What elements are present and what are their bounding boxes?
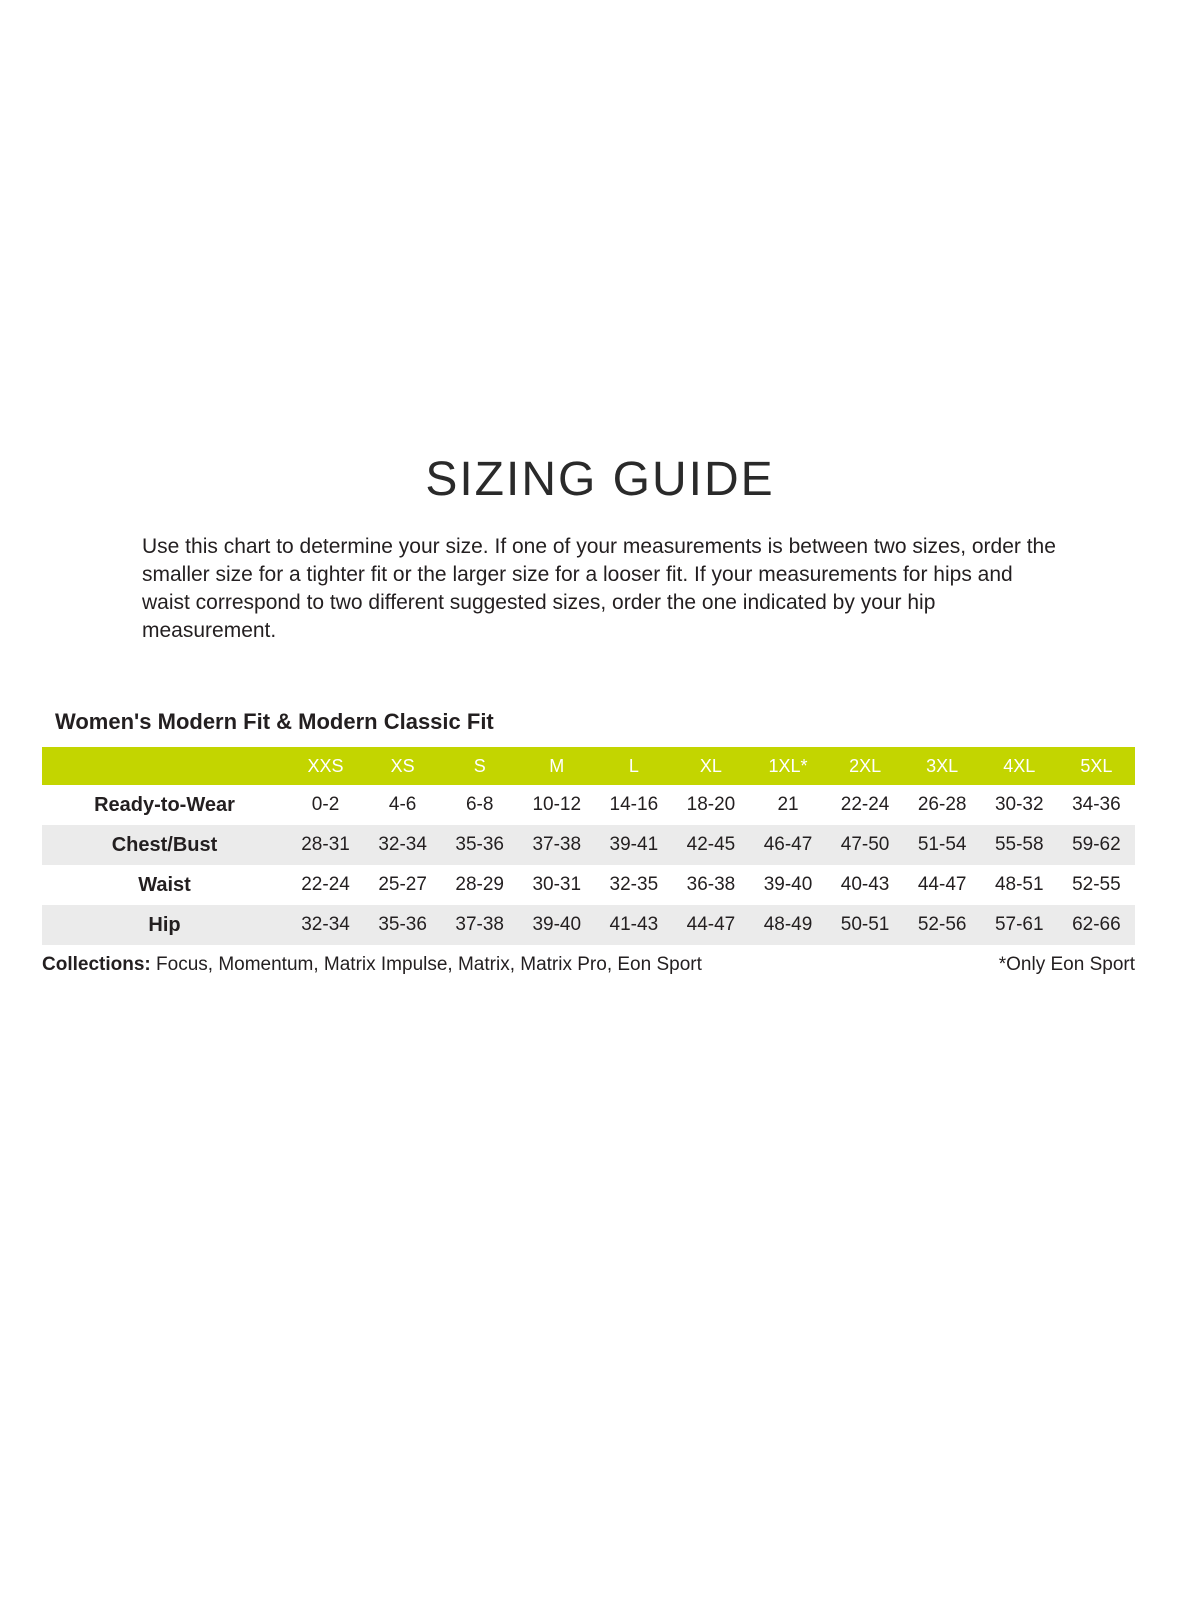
- size-col-header: 5XL: [1080, 755, 1113, 776]
- size-cell: 35-36: [378, 914, 427, 935]
- size-cell: 42-45: [686, 834, 736, 855]
- size-cell: 52-55: [1072, 874, 1121, 895]
- size-cell: 10-12: [532, 794, 582, 815]
- collections-list: Focus, Momentum, Matrix Impulse, Matrix, Matrix Pro, Eon Sport: [156, 954, 702, 975]
- size-cell: 39-40: [532, 914, 582, 935]
- size-cell: 21: [777, 794, 799, 815]
- size-cell: 44-47: [917, 874, 967, 895]
- size-cell: 4-6: [388, 794, 417, 815]
- table-row: [42, 825, 1135, 865]
- size-col-header: 2XL: [849, 755, 882, 776]
- table-row: [42, 865, 1135, 905]
- size-cell: 62-66: [1072, 914, 1121, 935]
- collections-label: Collections:: [42, 954, 151, 975]
- empty-header-cell: [42, 747, 287, 785]
- size-cell: 30-31: [532, 874, 582, 895]
- size-cell: 41-43: [609, 914, 659, 935]
- size-cell: 44-47: [686, 914, 736, 935]
- size-cell: 48-51: [994, 874, 1044, 895]
- size-cell: 28-29: [455, 874, 504, 895]
- size-cell: 59-62: [1072, 834, 1121, 855]
- table-row: [42, 785, 1135, 825]
- size-col-header: 4XL: [1003, 755, 1036, 776]
- size-cell: 48-49: [763, 914, 813, 935]
- size-cell: 30-32: [994, 794, 1044, 815]
- size-cell: 26-28: [917, 794, 967, 815]
- size-cell: 40-43: [840, 874, 890, 895]
- size-cell: 46-47: [763, 834, 813, 855]
- size-cell: 32-34: [301, 914, 350, 935]
- size-cell: 32-34: [378, 834, 427, 855]
- size-cell: 36-38: [686, 874, 736, 895]
- footer-line: [42, 954, 1135, 976]
- intro-text: Use this chart to determine your size. If one of your measurements is between two sizes, order the smaller size for a tighter fit or the larger size for a looser fit. If your measurements for hips and waist correspond to two different suggested sizes, order the one indicated by your hip measurement.: [142, 535, 1056, 642]
- footnote: *Only Eon Sport: [998, 954, 1135, 975]
- size-col-header: 3XL: [926, 755, 959, 776]
- row-label: Waist: [138, 873, 191, 896]
- size-cell: 52-56: [917, 914, 967, 935]
- size-cell: 6-8: [465, 794, 494, 815]
- size-header-row: [42, 747, 1135, 785]
- row-label: Ready-to-Wear: [94, 793, 235, 816]
- size-cell: 34-36: [1072, 794, 1121, 815]
- size-cell: 51-54: [917, 834, 967, 855]
- size-cell: 37-38: [455, 914, 504, 935]
- table-row: [42, 905, 1135, 945]
- size-col-header: XXS: [307, 755, 344, 776]
- size-cell: 0-2: [311, 794, 340, 815]
- sizing-table: [42, 747, 1135, 945]
- section-heading: Women's Modern Fit & Modern Classic Fit: [55, 709, 494, 734]
- size-cell: 37-38: [532, 834, 582, 855]
- size-cell: 55-58: [994, 834, 1044, 855]
- row-label: Hip: [148, 913, 181, 936]
- size-cell: 39-40: [763, 874, 813, 895]
- size-col-header: XS: [390, 755, 415, 776]
- size-cell: 35-36: [455, 834, 504, 855]
- size-cell: 22-24: [840, 794, 890, 815]
- size-col-header: M: [549, 755, 565, 776]
- size-cell: 22-24: [301, 874, 350, 895]
- size-cell: 47-50: [840, 834, 890, 855]
- size-col-header: L: [628, 755, 639, 776]
- row-label: Chest/Bust: [111, 833, 218, 856]
- size-cell: 14-16: [609, 794, 659, 815]
- size-cell: 32-35: [609, 874, 659, 895]
- size-col-header: 1XL*: [768, 755, 808, 776]
- page-title: SIZING GUIDE: [425, 453, 775, 506]
- size-cell: 39-41: [609, 834, 659, 855]
- size-cell: 50-51: [840, 914, 890, 935]
- size-cell: 18-20: [686, 794, 736, 815]
- size-col-header: S: [473, 755, 486, 776]
- size-cell: 25-27: [378, 874, 427, 895]
- size-cell: 57-61: [994, 914, 1044, 935]
- collections-text: [42, 954, 702, 976]
- size-cell: 28-31: [301, 834, 350, 855]
- size-col-header: XL: [699, 755, 722, 776]
